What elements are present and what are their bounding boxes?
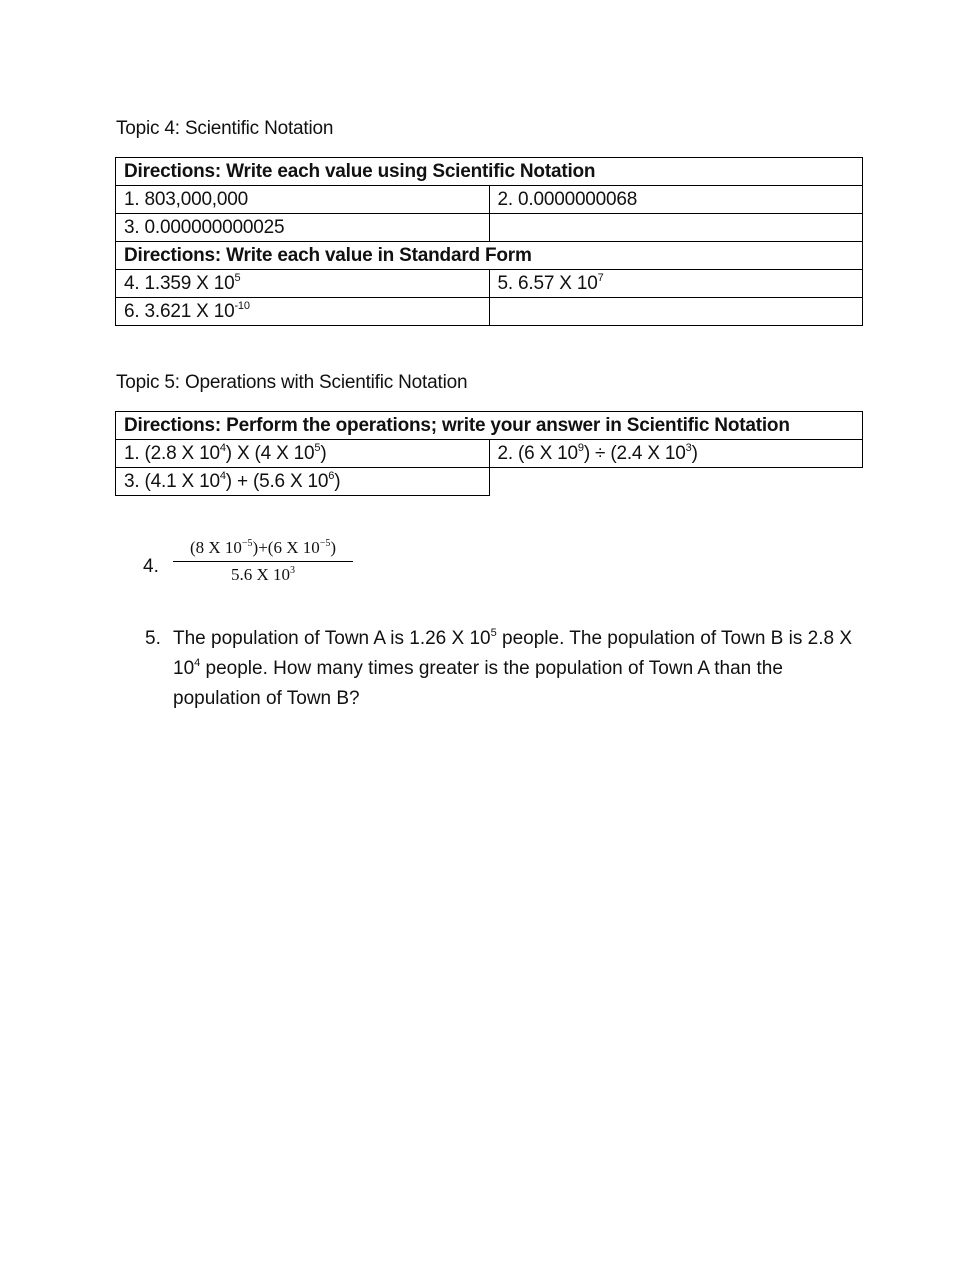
topic5-question-2: 2. (6 X $10^9) \div (2.4$ X $10^3$) <box>489 440 863 468</box>
topic4-title: Topic 4: Scientific Notation <box>116 118 334 139</box>
topic4-question-1: 1. 803,000,000 <box>116 186 490 214</box>
topic4-table <box>115 157 863 326</box>
fraction-numerator: (8 X $10^{-5})+(6$ X $10^{-5}$) <box>189 538 337 557</box>
topic5-question-1: 1. (2.8 X $10^4$) X (4 X $10^5$) <box>116 440 490 468</box>
question-number: 5. <box>145 628 161 649</box>
topic5-directions: Directions: Perform the operations; write your answer in Scientific Notation <box>116 412 863 440</box>
topic4-directions-notation: Directions: Write each value using Scientific Notation <box>116 158 863 186</box>
fraction-expression <box>173 538 353 585</box>
topic4-question-2: 2. 0.0000000068 <box>489 186 863 214</box>
topic4-directions-standard: Directions: Write each value in Standard Form <box>116 242 863 270</box>
topic5-question-5 <box>145 624 865 714</box>
empty-cell <box>489 298 863 326</box>
topic4-question-6: 6. 3.621 X $10^{-10}$ <box>116 298 490 326</box>
fraction-denominator: 5.6 X $10^3$ <box>230 565 296 584</box>
word-problem-text: The population of Town A is 1.26 X $10^5$ people. The population of Town B is 2.8 X $10^4$ people. How many times greater is the population of Town A than the population of Town B? <box>173 627 853 709</box>
topic4-question-4: 4. 1.359 X $10^5$ <box>116 270 490 298</box>
topic5-table <box>115 411 863 496</box>
topic4-question-3: 3. 0.000000000025 <box>116 214 490 242</box>
topic5-question-3: 3. (4.1 X $10^4) + (5.6$ X $10^6$) <box>116 468 490 496</box>
empty-cell <box>489 214 863 242</box>
empty-cell <box>489 468 863 496</box>
topic5-title: Topic 5: Operations with Scientific Notation <box>116 372 468 393</box>
topic4-question-5: 5. 6.57 X $10^7$ <box>489 270 863 298</box>
question-number: 4. <box>143 556 159 577</box>
